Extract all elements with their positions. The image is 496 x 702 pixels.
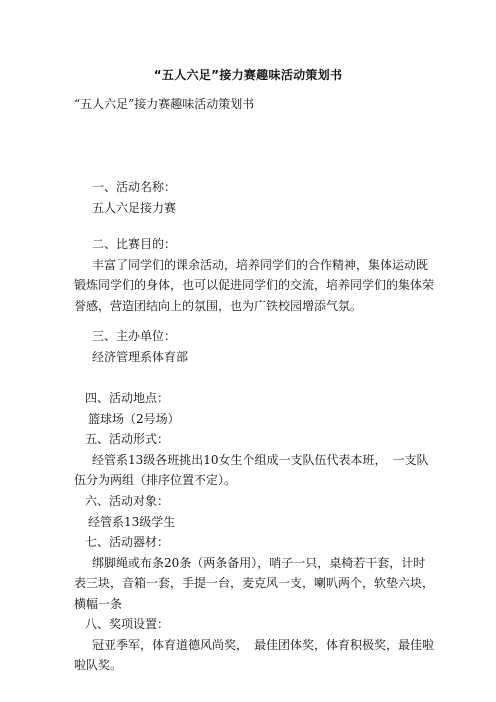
section-heading: 一、活动名称： [92, 180, 177, 194]
section-content: 丰富了同学们的课余活动，培养同学们的合作精神，集体运动既锻炼同学们的身体，也可以促进同学们的交流，培养同学们的集体荣誉感，营造团结向上的氛围，也为广铁校园增添气氛。 [74, 257, 435, 313]
section-heading: 四、活动地点： [85, 391, 170, 405]
section-organizer [74, 326, 434, 367]
document-subtitle: “五人六足”接力赛趣味活动策划书 [74, 97, 255, 111]
section-location [74, 388, 434, 429]
section-content: 五人六足接力赛 [92, 200, 177, 215]
section-content: 经管系13级学生 [88, 514, 176, 529]
section-equipment [74, 532, 434, 614]
section-activity-name [74, 177, 434, 218]
section-awards [74, 614, 434, 676]
section-content: 经济管理系体育部 [92, 349, 189, 364]
section-participants [74, 491, 434, 532]
section-content: 篮球场（2号场） [88, 411, 180, 426]
section-purpose [74, 234, 434, 316]
section-content: 绑脚绳或布条20条（两条备用），哨子一只，桌椅若干套，计时表三块，音箱一套，手提一台，麦克风一支，喇叭两个，软垫六块，横幅一条 [74, 555, 435, 611]
document-title: “五人六足”接力赛趣味活动策划书 [153, 68, 343, 82]
section-heading: 二、比赛目的： [92, 237, 177, 251]
section-heading: 七、活动器材： [85, 535, 170, 549]
section-heading: 三、主办单位： [92, 329, 177, 343]
section-heading: 八、奖项设置： [85, 617, 170, 631]
section-heading: 六、活动对象： [85, 494, 170, 508]
section-content: 经管系13级各班挑出10女生个组成一支队伍代表本班， 一支队伍分为两组（排序位置不定）。 [74, 452, 429, 487]
section-heading: 五、活动形式： [85, 432, 170, 446]
section-content: 冠亚季军，体育道德风尚奖， 最佳团体奖，体育积极奖，最佳啦啦队奖。 [74, 637, 435, 672]
section-format [74, 429, 434, 491]
